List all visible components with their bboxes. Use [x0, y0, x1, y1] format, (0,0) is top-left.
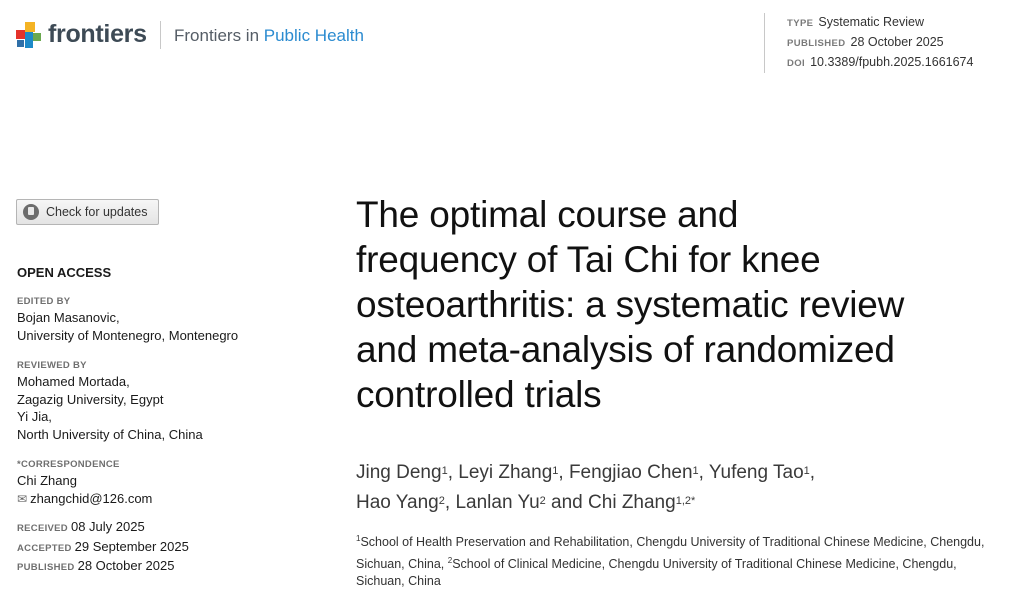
author-name: Lanlan Yu	[455, 492, 540, 513]
check-updates-label: Check for updates	[46, 205, 148, 219]
author-affiliation-sup: 2	[539, 495, 546, 507]
title-line: and meta-analysis of randomized	[356, 329, 895, 370]
author-affiliation-sup: 1	[441, 465, 448, 477]
correspondence-email-row	[17, 490, 152, 509]
dates-section	[17, 518, 189, 577]
author-name: Hao Yang	[356, 492, 439, 513]
author-affiliation-sup: 1	[552, 465, 559, 477]
title-line: frequency of Tai Chi for knee	[356, 239, 821, 280]
published-date-value: 28 October 2025	[77, 558, 175, 573]
author-affiliation-sup: 2	[438, 495, 445, 507]
affiliation-sup: 1	[356, 534, 361, 543]
author-line	[356, 488, 1006, 518]
author[interactable]	[458, 462, 558, 483]
reviewed-by-section	[17, 358, 203, 443]
reviewer-name: Yi Jia,	[17, 409, 52, 424]
author[interactable]	[356, 492, 445, 513]
author-name: Leyi Zhang	[458, 462, 553, 483]
author-affiliation-sup: 1,2*	[675, 495, 696, 507]
reviewer-affiliation: Zagazig University, Egypt	[17, 391, 164, 407]
published-date-row	[17, 557, 189, 577]
affiliation-text: School of Clinical Medicine, Chengdu University of Traditional Chinese Medicine, Chengdu, Sichuan, China	[356, 556, 957, 589]
editor-name: Bojan Masanovic,	[17, 310, 120, 325]
publisher-logo[interactable]	[16, 20, 147, 49]
author-separator: and	[545, 492, 589, 513]
journal-title: Public Health	[263, 26, 364, 45]
accepted-value: 29 September 2025	[74, 538, 189, 554]
accepted-label: ACCEPTED	[17, 542, 72, 554]
doi-label: DOI	[787, 58, 806, 69]
author-list	[356, 458, 1006, 518]
open-access-label: OPEN ACCESS	[17, 265, 112, 280]
author-line	[356, 458, 1006, 488]
article-meta	[764, 13, 973, 73]
correspondent-name: Chi Zhang	[17, 473, 77, 488]
received-value: 08 July 2025	[70, 519, 145, 534]
received-label: RECEIVED	[17, 523, 68, 534]
title-line: osteoarthritis: a systematic review	[356, 284, 905, 325]
author-separator: ,	[447, 462, 459, 483]
author-name: Chi Zhang	[588, 492, 676, 513]
bookmark-icon	[23, 204, 39, 220]
author-name: Yufeng Tao	[708, 462, 804, 483]
author[interactable]	[455, 492, 545, 513]
envelope-icon: ✉	[17, 491, 28, 506]
journal-name[interactable]	[174, 26, 364, 46]
author[interactable]	[588, 492, 695, 513]
doi-link[interactable]: 10.3389/fpubh.2025.1661674	[810, 55, 974, 69]
doi-row	[787, 53, 973, 73]
reviewed-by-label: REVIEWED BY	[17, 360, 87, 371]
type-value: Systematic Review	[818, 15, 925, 29]
article-title	[356, 192, 1006, 417]
published-date-label: PUBLISHED	[17, 562, 75, 573]
author-separator: ,	[698, 462, 709, 483]
author-name: Fengjiao Chen	[568, 462, 693, 483]
edited-by-label: EDITED BY	[17, 296, 71, 307]
title-line: controlled trials	[356, 374, 602, 415]
author-affiliation-sup: 1	[803, 465, 810, 477]
received-row	[17, 518, 189, 538]
affiliations	[356, 530, 996, 591]
author-separator: ,	[558, 462, 569, 483]
author-name: Jing Deng	[356, 462, 442, 483]
published-row	[787, 33, 973, 53]
frontiers-logo-icon	[16, 22, 42, 48]
accepted-row	[17, 538, 189, 558]
publisher-name: frontiers	[48, 20, 147, 48]
author[interactable]	[356, 462, 448, 483]
author[interactable]	[709, 462, 810, 483]
affiliation-sup: 2	[447, 555, 453, 565]
header-divider	[160, 21, 161, 49]
correspondence-email[interactable]: zhangchid@126.com	[30, 490, 153, 506]
author[interactable]	[569, 462, 699, 483]
article-type-row	[787, 13, 973, 33]
reviewer-name: Mohamed Mortada,	[17, 374, 130, 389]
author-separator: ,	[809, 462, 816, 483]
published-label: PUBLISHED	[787, 38, 846, 49]
check-for-updates-button[interactable]	[16, 199, 159, 225]
correspondence-label: *CORRESPONDENCE	[17, 459, 120, 470]
published-value: 28 October 2025	[850, 35, 944, 49]
correspondence-section	[17, 457, 152, 508]
author-affiliation-sup: 1	[692, 465, 699, 477]
author-separator: ,	[444, 492, 456, 513]
affiliation-text: School of Health Preservation and Rehabilitation, Chengdu University of Traditional Chinese Medicine, Chengdu, Sichuan, China,	[356, 535, 985, 571]
editor-affiliation: University of Montenegro, Montenegro	[17, 327, 239, 343]
reviewer-affiliation: North University of China, China	[17, 426, 203, 442]
edited-by-section	[17, 294, 238, 344]
journal-prefix: Frontiers in	[174, 26, 260, 45]
title-line: The optimal course and	[356, 194, 739, 235]
type-label: TYPE	[787, 18, 814, 29]
